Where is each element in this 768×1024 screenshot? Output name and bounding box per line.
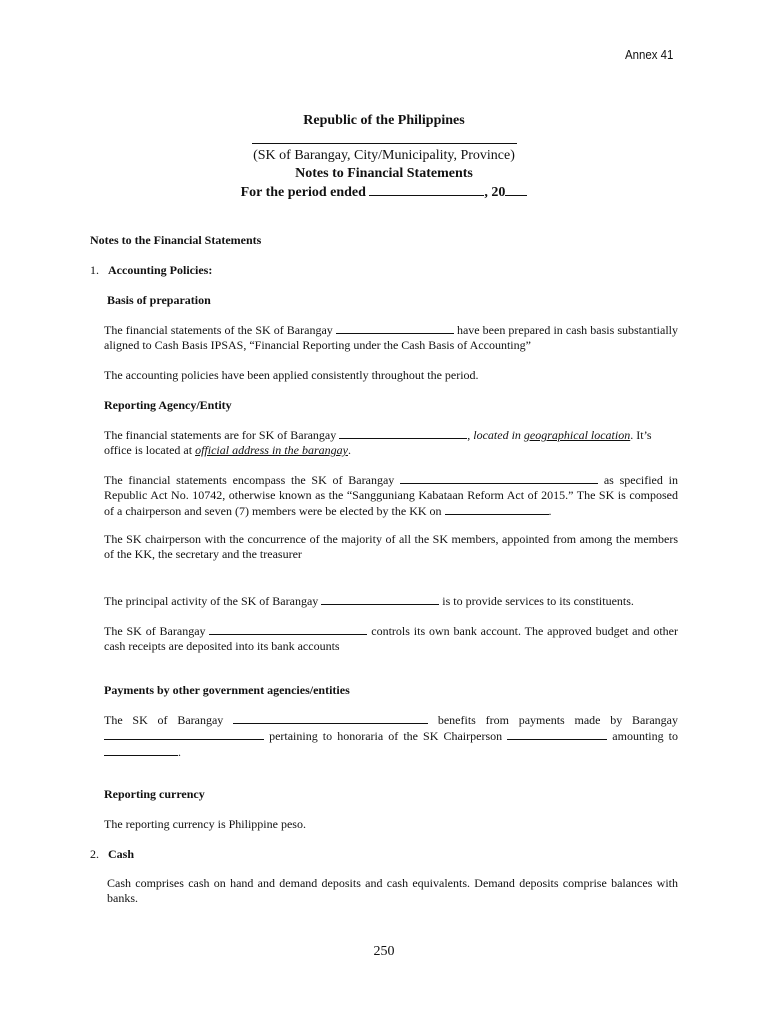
entity-p4-text-a: The principal activity of the SK of Barangay: [104, 594, 319, 608]
item1-number: 1.: [90, 263, 99, 277]
entity-p1-comma: ,: [467, 428, 471, 442]
barangay-name-blank-4: [321, 593, 439, 605]
geographical-location-placeholder: geographical location: [523, 428, 631, 442]
entity-p2-text-b: as specified in: [603, 473, 678, 487]
entity-p2-text-a: The financial statements encompass the SK of Barangay: [104, 473, 395, 487]
cash-p1-text-b: with banks.: [107, 876, 679, 905]
entity-paragraph-2: [104, 472, 678, 519]
reporting-entity-heading: Reporting Agency/Entity: [104, 398, 232, 412]
currency-paragraph-1: The reporting currency is Philippine peso.: [104, 817, 306, 831]
entity-p5-text-a: The SK of Barangay: [104, 624, 206, 638]
entity-p1-office: office is located at: [104, 443, 193, 457]
barangay-name-blank-3: [400, 472, 598, 484]
period-prefix: For the period ended: [240, 185, 366, 200]
item2-label: Cash: [108, 847, 135, 861]
entity-p1-period: .: [347, 443, 351, 457]
item2: [90, 847, 134, 862]
entity-p3-text-b: members of the KK, the secretary and the treasurer: [104, 532, 678, 561]
entity-p5-text-b: controls its own bank account. The approved budget and: [371, 624, 650, 638]
period-year-blank: [505, 184, 527, 196]
amount-blank: [104, 744, 178, 756]
entity-p2-text-c: Republic Act No. 10742, otherwise known as the “Sangguniang Kabataan Reform Act of 2015.” The SK is: [104, 488, 626, 502]
entity-paragraph-4: [104, 593, 634, 609]
entity-paragraph-3: [104, 532, 678, 562]
payments-p1-text-c: pertaining to honoraria of the SK Chairperson: [269, 729, 503, 743]
payments-paragraph-1: [104, 712, 678, 760]
republic-heading: Republic of the Philippines: [303, 113, 465, 128]
period-date-blank: [369, 184, 484, 196]
entity-p4-text-b: is to provide services to its constituents.: [442, 594, 634, 608]
chairperson-name-blank: [507, 728, 607, 740]
payments-p1-text-d: amounting to: [612, 729, 679, 743]
entity-p1-text-a: The financial statements are for SK of Barangay: [104, 428, 337, 442]
currency-heading: Reporting currency: [104, 787, 205, 801]
entity-paragraph-5: [104, 623, 678, 654]
basis-paragraph-2: The accounting policies have been applied consistently throughout the period.: [104, 368, 479, 382]
barangay-name-blank-1: [336, 322, 454, 334]
section-title: Notes to the Financial Statements: [90, 233, 262, 247]
item1: [90, 263, 212, 278]
page-number: 250: [373, 944, 395, 959]
basis-paragraph-1: [104, 322, 678, 353]
entity-p2-text-d: composed of a chairperson and seven (7) members were be elected by the KK on: [104, 488, 678, 518]
annex-label: Annex 41: [625, 47, 674, 62]
basis-p1-text-b: have been prepared in cash basis: [456, 323, 615, 337]
entity-p5-text-c: other cash receipts are deposited into its bank accounts: [104, 624, 678, 653]
title-blank-line: [252, 143, 517, 144]
period-mid: , 20: [484, 185, 506, 200]
basis-heading: Basis of preparation: [107, 293, 211, 307]
payments-p1-period: .: [178, 745, 181, 759]
item2-number: 2.: [90, 847, 99, 861]
period-line: [0, 184, 768, 201]
basis-p1-text-c: substantially aligned to Cash Basis IPSAS, “Financial Reporting under the Cash Basis of Accounting”: [104, 323, 679, 352]
basis-p1-text-a: The financial statements of the SK of Barangay: [104, 323, 333, 337]
sk-line: (SK of Barangay, City/Municipality, Province): [253, 148, 515, 163]
barangay-name-blank-5: [209, 623, 367, 635]
official-address-placeholder: official address in the barangay: [195, 443, 348, 457]
barangay-name-blank-6: [233, 712, 428, 724]
entity-p3-text-a: The SK chairperson with the concurrence of the majority of all the SK members, appointed from among the: [104, 532, 631, 546]
notes-title: Notes to Financial Statements: [295, 166, 473, 181]
entity-p1-located: located in: [473, 428, 521, 442]
cash-paragraph-1: [107, 876, 678, 906]
entity-p2-period: .: [548, 504, 552, 518]
payments-heading: Payments by other government agencies/entities: [104, 683, 350, 697]
paying-barangay-blank: [104, 728, 264, 740]
payments-p1-text-a: The SK of Barangay: [104, 713, 224, 727]
item1-label: Accounting Policies:: [108, 263, 213, 277]
barangay-name-blank-2: [339, 427, 467, 439]
cash-p1-text-a: Cash comprises cash on hand and demand deposits and cash equivalents. Demand deposits comprise balances: [107, 876, 653, 890]
entity-p1-its: . It’s: [630, 428, 652, 442]
election-date-blank: [445, 503, 549, 515]
entity-paragraph-1: [104, 427, 678, 458]
payments-p1-text-b: benefits from payments made by Barangay: [437, 713, 678, 727]
